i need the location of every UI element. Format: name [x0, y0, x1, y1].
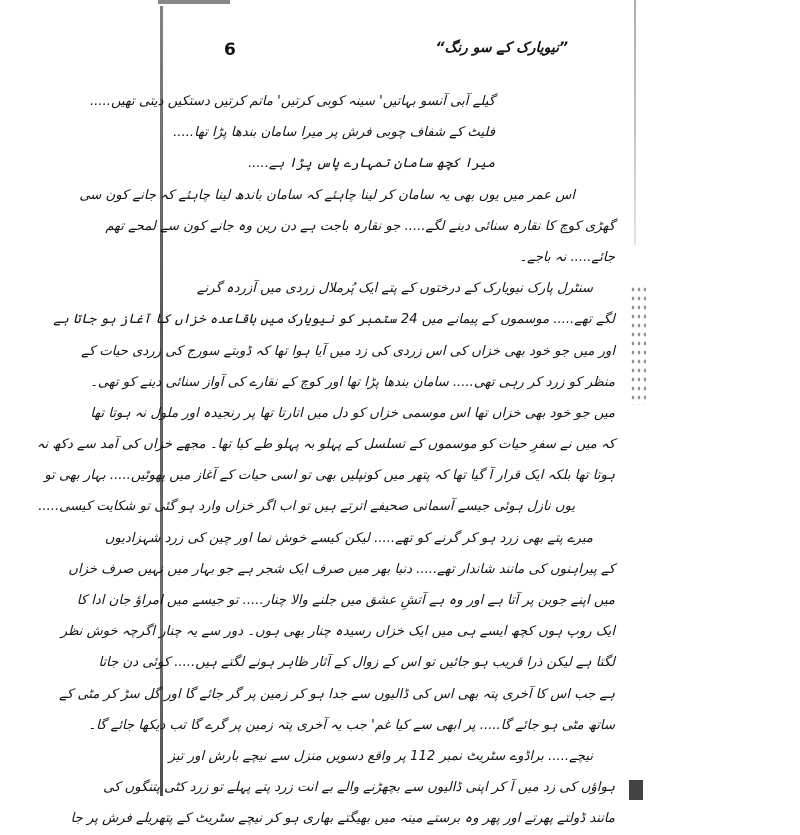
scan-noise-specks [630, 285, 646, 405]
text-line: میرے پتے بھی زرد ہو کر گرنے کو تھے..... لیکن کیسے خوش نما اور چین کی زرد شہزادیوں [104, 530, 593, 546]
text-line: اور میں جو خود بھی خزاں کی اس زردی کی زد میں آیا ہوا تھا کہ ڈوبتے سورج کی زردی حیات کے [81, 343, 615, 359]
page-number: 6 [224, 40, 236, 60]
text-line: کے پیراہنوں کی مانند شاندار تھے..... دنیا بھر میں صرف ایک شجر ہے جو بہار میں نہیں صرف خزاں [68, 561, 615, 577]
text-line: لگے تھے..... موسموں کے پیمانے میں 24 ستمبر کو نیویارک میں باقاعدہ خزاں کا آغاز ہو جاتا ہے [53, 312, 615, 328]
page-edge-top-shadow [158, 0, 230, 4]
text-line: اس عمر میں یوں بھی یہ سامان کر لینا چاہئے کہ سامان باندھ لینا چاہئے کہ جانے کون سی [79, 187, 575, 203]
text-line: ہوتا تھا بلکہ ایک قرار آ گیا تھا کہ پتھر میں کونپلیں بھی تو اسی حیات کے آغاز میں پھوٹیں..... بہار بھی تو [44, 468, 615, 484]
text-line: سنٹرل پارک نیویارک کے درختوں کے پتے ایک پُرملال زردی میں آزردہ گرنے [196, 281, 593, 297]
text-line: لگتا ہے لیکن ذرا قریب ہو جائیں تو اس کے زوال کے آثار ظاہر ہونے لگتے ہیں..... کوئی دن جاتا [98, 655, 615, 671]
text-line: میرا کچھ سامان تمہارے پاس پڑا ہے..... [247, 156, 495, 172]
running-title: ”نیویارک کے سو رنگ“ [435, 40, 568, 56]
text-line: ہے جب اس کا آخری پتہ بھی اس کی ڈالیوں سے جدا ہو کر زمین پر گر جائے گا اور گل سڑ کر مٹی کے [59, 686, 615, 702]
text-line: فلیٹ کے شفاف چوبی فرش پر میرا سامان بندھا پڑا تھا..... [173, 125, 495, 141]
page-header [218, 40, 622, 68]
text-line: ایک روپ ہوں کچھ ایسے ہی میں ایک خزاں رسیدہ چنار بھی ہوں۔ دور سے یہ چنار اگرچہ خوش نظر [60, 624, 615, 640]
text-line: میں جو خود بھی خزاں تھا اس موسمی خزاں کو دل میں اتارتا تھا پر رنجیدہ اور ملول نہ ہوتا تھا [90, 405, 615, 421]
text-line: کہ میں نے سفرِ حیات کو موسموں کے تسلسل کے پہلو بہ پہلو طے کیا تھا۔ مجھے خزاں کی آمد سے دکھ نہ [36, 437, 615, 453]
text-line: گیلے آبی آنسو بہاتیں' سینہ کوبی کرتیں' ماتم کرتیں دستکیں دیتی تھیں..... [89, 94, 495, 109]
text-line: منظر کو زرد کر رہی تھی..... سامان بندھا پڑا تھا اور کوچ کے نقارے کی آواز سنائی دینے کو تھی۔ [90, 374, 615, 390]
page-edge-right-shadow [634, 0, 636, 245]
scan-corner-blot [629, 780, 643, 800]
text-line: نیچے..... براڈوے سٹریٹ نمبر 112 پر واقع دسویں منزل سے نیچے بارش اور تیز [168, 748, 593, 764]
text-line: جائے..... نہ باجے۔ [519, 249, 615, 265]
text-line: گھڑی کوچ کا نقارہ سنائی دینے لگے..... جو نقارہ باجت ہے دن رین وہ جانے کون سے لمحے تھم [105, 218, 615, 234]
body-text [36, 86, 615, 835]
text-line: ہواؤں کی زد میں آ کر اپنی ڈالیوں سے بچھڑنے والے بے انت زرد پتے پہلے تو زرد کٹی پتنگوں کی [103, 780, 615, 796]
text-line: یوں نازل ہوئی جیسے آسمانی صحیفے اترتے ہیں تو اب اگر خزاں وارد ہو گئی تو شکایت کیسی..... [38, 499, 575, 515]
text-line: ساتھ مٹی ہو جائے گا..... پر ابھی سے کیا غم' جب یہ آخری پتہ زمین پر گرے گا تب دیکھا جائے گا۔ [88, 717, 615, 733]
text-line: مانند ڈولتے پھرتے اور پھر وہ برستے مینہ میں بھیگتے بھاری ہو کر نیچے سٹریٹ کے پتھریلے فرش پر جا [70, 811, 615, 827]
text-line: میں اپنے جوبن پر آتا ہے اور وہ ہے آتشِ عشق میں جلنے والا چنار..... تو جیسے میں امراؤ جان ادا کا [76, 593, 615, 608]
